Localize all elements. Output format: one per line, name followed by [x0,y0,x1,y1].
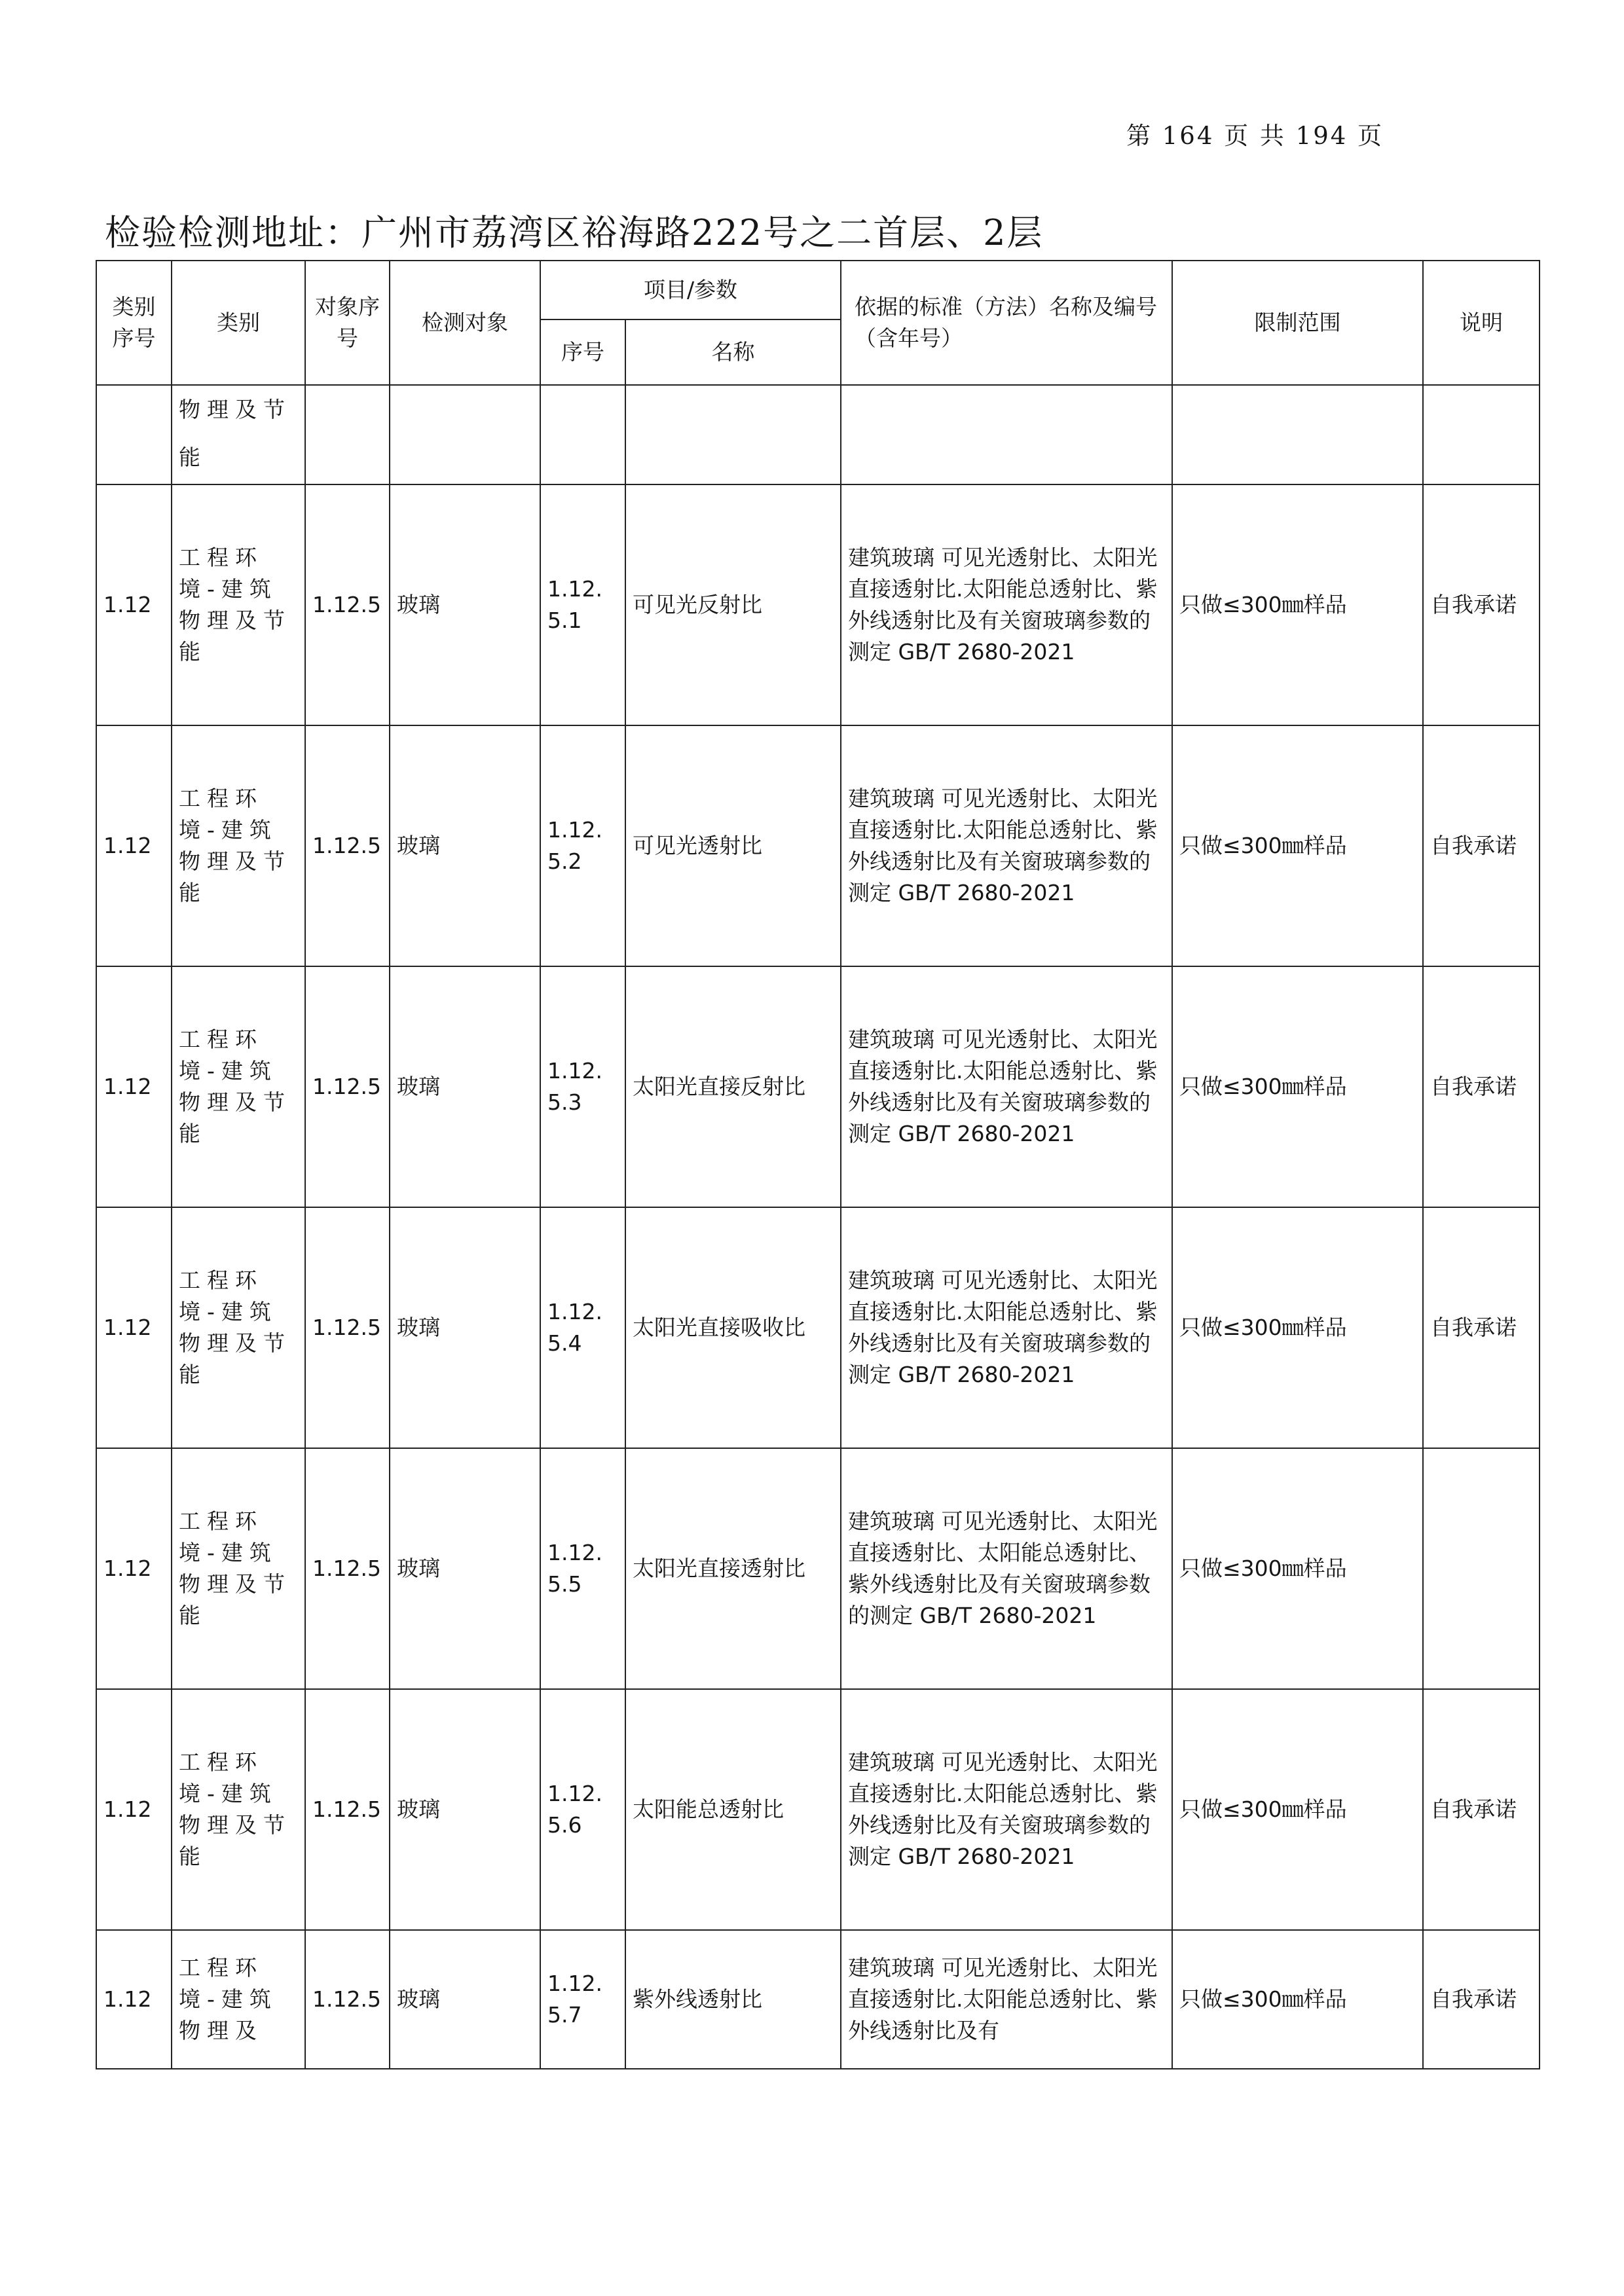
header-standard: 依据的标准（方法）名称及编号（含年号） [841,261,1172,385]
cell-item-seq: 1.12.5.4 [540,1207,625,1448]
testing-address: 检验检测地址：广州市荔湾区裕海路222号之二首层、2层 [105,212,1044,253]
cell-item-name: 太阳光直接反射比 [625,966,841,1207]
header-category: 类别 [172,261,305,385]
scope-table [96,260,1540,2069]
cell-limit: 只做≤300㎜样品 [1172,966,1423,1207]
cell-standard: 建筑玻璃 可见光透射比、太阳光直接透射比.太阳能总透射比、紫外线透射比及有关窗玻璃参数的测定 GB/T 2680-2021 [841,484,1172,725]
cell-note: 自我承诺 [1423,966,1540,1207]
cell-object: 玻璃 [390,966,540,1207]
cell-category-seq: 1.12 [96,484,172,725]
table-row [96,1448,1540,1689]
cell-limit: 只做≤300㎜样品 [1172,725,1423,966]
cell-category-seq: 1.12 [96,725,172,966]
cell-object-seq: 1.12.5 [305,1207,390,1448]
cell-item-seq: 1.12.5.6 [540,1689,625,1930]
cell-limit: 只做≤300㎜样品 [1172,1930,1423,2069]
cell-standard: 建筑玻璃 可见光透射比、太阳光直接透射比.太阳能总透射比、紫外线透射比及有关窗玻璃参数的测定 GB/T 2680-2021 [841,725,1172,966]
cell-object [390,385,540,484]
cell-category-seq: 1.12 [96,1689,172,1930]
cell-limit: 只做≤300㎜样品 [1172,1207,1423,1448]
cell-object: 玻璃 [390,1448,540,1689]
cell-category-seq: 1.12 [96,1207,172,1448]
cell-category: 工程环境-建筑物理及节能 [172,725,305,966]
cell-object: 玻璃 [390,1930,540,2069]
cell-item-seq: 1.12.5.2 [540,725,625,966]
header-note: 说明 [1423,261,1540,385]
cell-note: 自我承诺 [1423,484,1540,725]
cell-object-seq: 1.12.5 [305,484,390,725]
cell-category: 工程环境-建筑物理及节能 [172,1689,305,1930]
cell-category: 工程环境-建筑物理及节能 [172,1207,305,1448]
cell-standard: 建筑玻璃 可见光透射比、太阳光直接透射比.太阳能总透射比、紫外线透射比及有关窗玻璃参数的测定 GB/T 2680-2021 [841,1689,1172,1930]
header-item-param: 项目/参数 [540,261,841,319]
cell-note: 自我承诺 [1423,1930,1540,2069]
table-row-continued [96,385,1540,484]
header-object-seq: 对象序号 [305,261,390,385]
cell-standard: 建筑玻璃 可见光透射比、太阳光直接透射比.太阳能总透射比、紫外线透射比及有 [841,1930,1172,2069]
cell-object: 玻璃 [390,1689,540,1930]
header-item-name: 名称 [625,319,841,385]
cell-standard: 建筑玻璃 可见光透射比、太阳光直接透射比.太阳能总透射比、紫外线透射比及有关窗玻璃参数的测定 GB/T 2680-2021 [841,966,1172,1207]
cell-note [1423,385,1540,484]
cell-category: 工程环境-建筑物理及 [172,1930,305,2069]
cell-item-name: 可见光反射比 [625,484,841,725]
cell-item-name: 太阳光直接透射比 [625,1448,841,1689]
header-item-seq: 序号 [540,319,625,385]
cell-category: 物理及节能 [172,385,305,484]
cell-item-name: 太阳光直接吸收比 [625,1207,841,1448]
cell-limit: 只做≤300㎜样品 [1172,484,1423,725]
cell-object: 玻璃 [390,1207,540,1448]
cell-object-seq: 1.12.5 [305,1689,390,1930]
table-row [96,725,1540,966]
cell-item-name: 太阳能总透射比 [625,1689,841,1930]
cell-object-seq [305,385,390,484]
cell-item-seq [540,385,625,484]
cell-note: 自我承诺 [1423,1689,1540,1930]
cell-object-seq: 1.12.5 [305,1448,390,1689]
cell-category: 工程环境-建筑物理及节能 [172,484,305,725]
page-number: 第 164 页 共 194 页 [1126,122,1384,150]
cell-item-name: 紫外线透射比 [625,1930,841,2069]
cell-limit: 只做≤300㎜样品 [1172,1448,1423,1689]
cell-category-seq: 1.12 [96,1930,172,2069]
cell-item-name: 可见光透射比 [625,725,841,966]
cell-category: 工程环境-建筑物理及节能 [172,1448,305,1689]
table-row [96,484,1540,725]
cell-note: 自我承诺 [1423,1207,1540,1448]
table-row [96,966,1540,1207]
cell-item-seq: 1.12.5.1 [540,484,625,725]
cell-note [1423,1448,1540,1689]
cell-item-seq: 1.12.5.5 [540,1448,625,1689]
header-object: 检测对象 [390,261,540,385]
cell-item-name [625,385,841,484]
cell-object: 玻璃 [390,725,540,966]
cell-object-seq: 1.12.5 [305,725,390,966]
cell-object-seq: 1.12.5 [305,1930,390,2069]
cell-item-seq: 1.12.5.7 [540,1930,625,2069]
cell-limit [1172,385,1423,484]
cell-category-seq [96,385,172,484]
table-row [96,1689,1540,1930]
table-row [96,1930,1540,2069]
cell-object-seq: 1.12.5 [305,966,390,1207]
cell-category-seq: 1.12 [96,1448,172,1689]
cell-standard [841,385,1172,484]
cell-category-seq: 1.12 [96,966,172,1207]
cell-item-seq: 1.12.5.3 [540,966,625,1207]
cell-standard: 建筑玻璃 可见光透射比、太阳光直接透射比.太阳能总透射比、紫外线透射比及有关窗玻璃参数的测定 GB/T 2680-2021 [841,1207,1172,1448]
cell-object: 玻璃 [390,484,540,725]
table-row [96,1207,1540,1448]
cell-note: 自我承诺 [1423,725,1540,966]
cell-category: 工程环境-建筑物理及节能 [172,966,305,1207]
header-category-seq: 类别序号 [96,261,172,385]
cell-limit: 只做≤300㎜样品 [1172,1689,1423,1930]
cell-standard: 建筑玻璃 可见光透射比、太阳光直接透射比、太阳能总透射比、紫外线透射比及有关窗玻璃参数的测定 GB/T 2680-2021 [841,1448,1172,1689]
header-limit: 限制范围 [1172,261,1423,385]
